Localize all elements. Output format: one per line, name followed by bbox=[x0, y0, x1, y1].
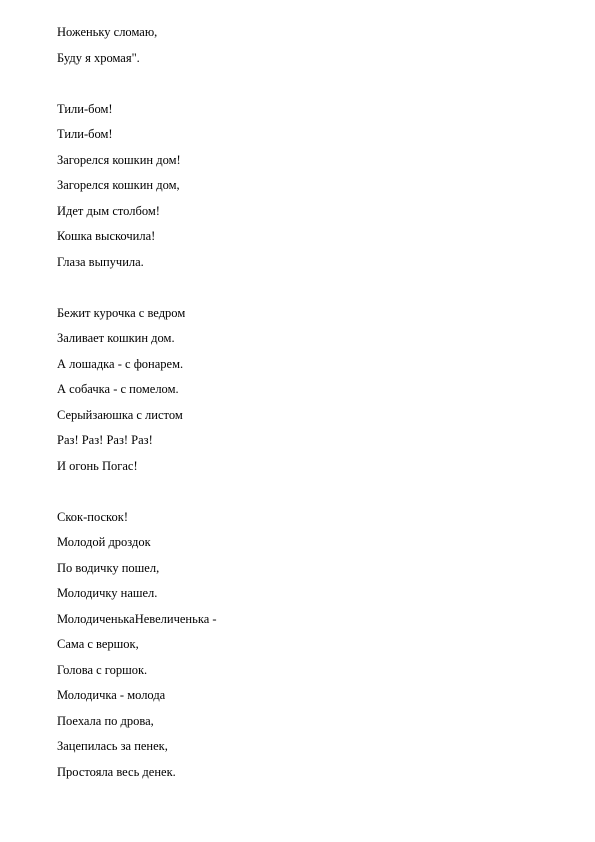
poem-line: МолодиченькаНевеличенька - bbox=[57, 611, 217, 626]
poem-line: Буду я хромая". bbox=[57, 50, 140, 65]
poem-line: Скок-поскок! bbox=[57, 509, 128, 524]
poem-line: Серыйзаюшка с листом bbox=[57, 407, 183, 422]
poem-line: Заливает кошкин дом. bbox=[57, 331, 175, 345]
poem-line: А собачка - с помелом. bbox=[57, 382, 179, 396]
poem-line: По водичку пошел, bbox=[57, 560, 160, 575]
poem-line: Раз! Раз! Раз! Раз! bbox=[57, 433, 153, 447]
poem-line: Загорелся кошкин дом! bbox=[57, 152, 181, 167]
poem-line: Бежит курочка с ведром bbox=[57, 305, 186, 320]
stanza-break bbox=[57, 275, 557, 301]
poem-text bbox=[57, 20, 557, 785]
poem-line: Зацепилась за пенек, bbox=[57, 739, 168, 753]
poem-line: Поехала по дрова, bbox=[57, 713, 154, 728]
poem-line: Молодой дроздок bbox=[57, 535, 151, 549]
poem-line: Сама с вершок, bbox=[57, 637, 139, 651]
poem-line: Идет дым столбом! bbox=[57, 203, 160, 218]
poem-line: Кошка выскочила! bbox=[57, 229, 156, 243]
poem-line: Загорелся кошкин дом, bbox=[57, 178, 180, 192]
poem-line: Простояла весь денек. bbox=[57, 764, 176, 779]
poem-line: А лошадка - с фонарем. bbox=[57, 356, 184, 371]
poem-line: Тили-бом! bbox=[57, 127, 113, 141]
poem-line: Глаза выпучила. bbox=[57, 254, 144, 269]
stanza-break bbox=[57, 71, 557, 97]
poem-line: Голова с горшок. bbox=[57, 662, 148, 677]
stanza-break bbox=[57, 479, 557, 505]
poem-line: Молодичку нашел. bbox=[57, 586, 158, 600]
poem-line: Молодичка - молода bbox=[57, 688, 166, 702]
poem-line: Тили-бом! bbox=[57, 101, 113, 116]
poem-line: Ноженьку сломаю, bbox=[57, 25, 158, 39]
poem-line: И огонь Погас! bbox=[57, 458, 138, 473]
